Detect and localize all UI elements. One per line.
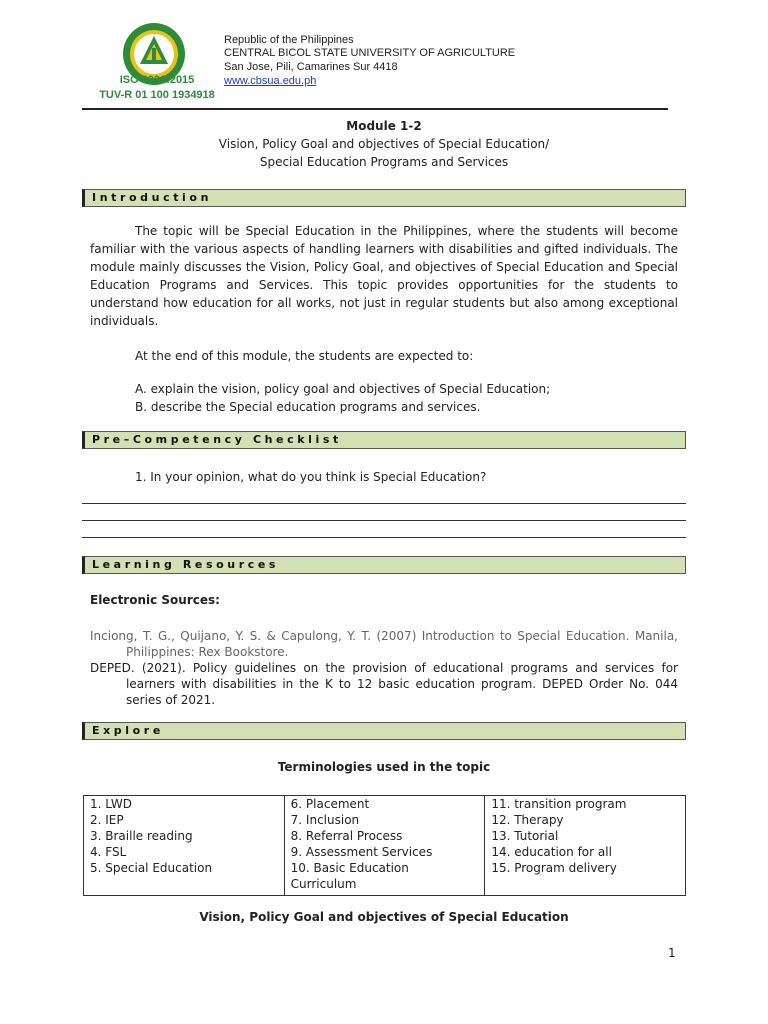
website-link[interactable]: www.cbsua.edu.ph	[224, 75, 317, 87]
section-learning-resources: Learning Resources	[82, 556, 686, 574]
header-divider	[82, 108, 668, 110]
university-name: CENTRAL BICOL STATE UNIVERSITY OF AGRICULTURE	[224, 47, 516, 59]
reference-2: DEPED. (2021). Policy guidelines on the provision of educational programs and services for learners with disabilities in the K to 12 basic education program. DEPED Order No. 044 series of 2021.	[90, 661, 678, 707]
term-item: 14. education for all	[491, 845, 612, 859]
objective-b: B. describe the Special education programs and services.	[135, 400, 481, 414]
page-number: 1	[668, 946, 676, 960]
introduction-paragraph: The topic will be Special Education in the Philippines, where the students will become familiar with the various aspects of handling learners with disabilities and gifted individuals. The module mainly discusses the Vision, Policy Goal, and objectives of Special Education and Special Education Programs and Services. This topic provides opportunities for the students to understand how education for all works, not just in regular students but also among exceptional individuals.	[90, 224, 678, 328]
terminologies-table	[83, 795, 686, 896]
section-pre-competency: Pre–Competency Checklist	[82, 431, 686, 449]
section-explore: Explore	[82, 722, 686, 740]
objective-a: A. explain the vision, policy goal and objectives of Special Education;	[135, 382, 551, 396]
term-item: 4. FSL	[90, 845, 127, 859]
checklist-question: 1. In your opinion, what do you think is Special Education?	[135, 470, 487, 484]
term-item: 7. Inclusion	[290, 813, 360, 827]
republic-line: Republic of the Philippines	[224, 34, 354, 46]
term-item: 2. IEP	[90, 813, 124, 827]
iso-certification: ISO 9001:2015	[119, 74, 195, 86]
table-column-1	[84, 796, 285, 896]
expectation-text: At the end of this module, the students are expected to:	[135, 349, 474, 363]
section-introduction: Introduction	[82, 189, 686, 207]
table-column-2	[284, 796, 485, 896]
answer-line-3	[82, 537, 686, 538]
module-title: Module 1-2	[346, 119, 422, 133]
module-subtitle-2: Special Education Programs and Services	[259, 155, 509, 169]
university-address: San Jose, Pili, Camarines Sur 4418	[224, 61, 398, 73]
term-item: 10. Basic Education Curriculum	[290, 861, 409, 891]
answer-line-1	[82, 503, 686, 504]
terminologies-title: Terminologies used in the topic	[277, 760, 491, 774]
table-row	[84, 796, 686, 896]
term-item: 5. Special Education	[90, 861, 213, 875]
module-subtitle-1: Vision, Policy Goal and objectives of Special Education/	[218, 137, 550, 151]
term-item: 9. Assessment Services	[290, 845, 433, 859]
vision-policy-heading: Vision, Policy Goal and objectives of Special Education	[199, 910, 569, 924]
term-item: 8. Referral Process	[290, 829, 403, 843]
term-item: 1. LWD	[90, 797, 132, 811]
answer-line-2	[82, 520, 686, 521]
reference-1: Inciong, T. G., Quijano, Y. S. & Capulong, Y. T. (2007) Introduction to Special Education. Manila, Philippines: Rex Bookstore.	[90, 629, 678, 659]
term-item: 12. Therapy	[491, 813, 564, 827]
term-item: 6. Placement	[290, 797, 370, 811]
iso-registration: TUV-R 01 100 1934918	[99, 89, 215, 101]
term-item: 15. Program delivery	[491, 861, 617, 875]
term-item: 3. Braille reading	[90, 829, 193, 843]
term-item: 13. Tutorial	[491, 829, 559, 843]
electronic-sources-heading: Electronic Sources:	[90, 593, 220, 607]
table-column-3	[485, 796, 686, 896]
term-item: 11. transition program	[491, 797, 627, 811]
